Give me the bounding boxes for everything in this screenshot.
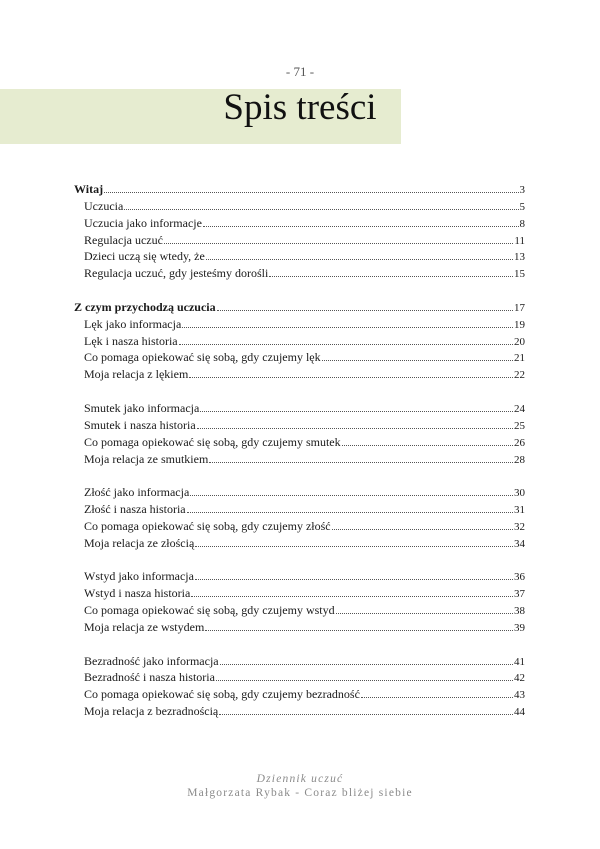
toc-dot-leader [187,511,513,513]
toc-entry[interactable] [74,686,525,703]
toc-entry-label: Uczucia jako informacje [84,215,202,230]
toc-entry[interactable] [74,501,525,518]
toc-entry-label: Lęk jako informacja [84,316,182,331]
toc-entry-page: 24 [514,402,525,415]
toc-entry-page: 39 [514,621,525,634]
toc-entry-label: Moja relacja z bezradnością [84,704,219,719]
toc-entry[interactable] [74,484,525,501]
toc-entry-label: Wstyd i nasza historia [84,586,191,601]
toc-entry-page: 22 [514,369,525,382]
toc-entry-page: 38 [514,605,525,618]
toc-entry-page: 20 [514,335,525,348]
page-number: - 71 - [285,64,315,79]
toc-entry-label: Uczucia [84,198,124,213]
toc-entry-page: 21 [514,352,525,365]
toc-entry[interactable] [74,366,525,383]
toc-dot-leader [205,629,513,631]
toc-entry[interactable] [74,198,525,215]
toc-entry-label: Regulacja uczuć [84,232,163,247]
toc-entry-page: 34 [514,537,525,550]
toc-spacer [74,383,525,400]
toc-entry-label: Bezradność jako informacja [84,653,219,668]
page-title: Spis treści [223,87,377,128]
toc-entry-label: Złość jako informacja [84,485,190,500]
toc-entry-page: 36 [514,571,525,584]
toc-entry-label: Co pomaga opiekować się sobą, gdy czujemy smutek [84,434,341,449]
toc-entry[interactable] [74,535,525,552]
toc-entry-page: 26 [514,436,525,449]
toc-entry-page: 11 [514,234,525,247]
toc-entry[interactable] [74,653,525,670]
toc-section-entry[interactable] [74,299,525,316]
toc-entry[interactable] [74,602,525,619]
toc-dot-leader [209,461,513,463]
toc-dot-leader [191,595,513,597]
toc-dot-leader [342,444,513,446]
toc-entry-page: 17 [514,301,525,314]
toc-spacer [74,636,525,653]
toc-entry-label: Regulacja uczuć, gdy jesteśmy dorośli [84,266,269,281]
toc-entry[interactable] [74,232,525,249]
toc-entry-label: Co pomaga opiekować się sobą, gdy czujemy lęk [84,350,321,365]
toc-entry-label: Złość i nasza historia [84,502,186,517]
toc-entry-label: Co pomaga opiekować się sobą, gdy czujemy złość [84,518,331,533]
toc-dot-leader [322,359,513,361]
toc-entry-page: 5 [519,200,525,213]
toc-entry-page: 13 [514,251,525,264]
toc-spacer [74,467,525,484]
toc-entry-page: 31 [514,504,525,517]
toc-entry-page: 8 [519,217,525,230]
footer-author-book: Małgorzata Rybak - Coraz bliżej siebie [187,787,413,799]
toc-entry-label: Wstyd jako informacja [84,569,194,584]
toc-entry[interactable] [74,316,525,333]
toc-entry-page: 37 [514,588,525,601]
toc-entry[interactable] [74,434,525,451]
toc-dot-leader [197,427,513,429]
footer-journal-title: Dziennik uczuć [256,773,344,785]
toc-entry-page: 32 [514,520,525,533]
toc-section-entry[interactable] [74,181,525,198]
toc-entry[interactable] [74,585,525,602]
toc-entry-label: Moja relacja ze wstydem [84,619,205,634]
toc-dot-leader [206,258,513,260]
toc-dot-leader [195,545,513,547]
toc-entry[interactable] [74,669,525,686]
toc-dot-leader [219,713,513,715]
toc-dot-leader [179,343,513,345]
toc-entry-label: Smutek i nasza historia [84,417,196,432]
toc-entry[interactable] [74,568,525,585]
toc-entry-page: 30 [514,487,525,500]
toc-entry[interactable] [74,215,525,232]
toc-entry-page: 3 [519,184,525,196]
footer [0,772,600,800]
toc-entry[interactable] [74,703,525,720]
toc-entry-page: 19 [514,318,525,331]
toc-entry[interactable] [74,349,525,366]
toc-entry-label: Co pomaga opiekować się sobą, gdy czujemy bezradność [84,687,360,702]
toc-dot-leader [189,376,513,378]
toc-dot-leader [220,663,513,665]
toc-entry-page: 41 [514,655,525,668]
toc-entry-page: 43 [514,689,525,702]
toc-dot-leader [216,679,513,681]
toc-dot-leader [124,208,518,210]
toc-entry-label: Z czym przychodzą uczucia [74,299,216,314]
toc-spacer [74,552,525,569]
toc-entry-label: Moja relacja z lękiem [84,367,189,382]
toc-dot-leader [336,612,513,614]
toc-spacer [74,282,525,299]
toc-entry[interactable] [74,619,525,636]
toc-entry[interactable] [74,400,525,417]
toc-dot-leader [361,696,513,698]
toc-entry[interactable] [74,518,525,535]
toc-entry-label: Moja relacja ze złością [84,535,195,550]
toc-dot-leader [217,309,513,311]
toc-entry-label: Moja relacja ze smutkiem [84,451,209,466]
table-of-contents [74,181,525,720]
toc-dot-leader [164,242,513,244]
toc-entry-label: Witaj [74,182,104,196]
toc-dot-leader [190,494,513,496]
toc-dot-leader [195,578,513,580]
toc-entry-page: 15 [514,268,525,281]
toc-dot-leader [104,191,518,193]
toc-entry[interactable] [74,248,525,265]
toc-entry-label: Bezradność i nasza historia [84,670,215,685]
toc-entry[interactable] [74,265,525,282]
toc-dot-leader [332,528,513,530]
toc-entry-label: Lęk i nasza historia [84,333,178,348]
toc-entry[interactable] [74,417,525,434]
toc-dot-leader [182,326,513,328]
toc-entry-label: Co pomaga opiekować się sobą, gdy czujemy wstyd [84,603,335,618]
toc-dot-leader [269,275,513,277]
toc-entry[interactable] [74,451,525,468]
toc-entry-page: 44 [514,706,525,719]
toc-dot-leader [203,225,519,227]
toc-entry[interactable] [74,333,525,350]
toc-entry-page: 25 [514,419,525,432]
toc-dot-leader [200,410,513,412]
toc-entry-page: 42 [514,672,525,685]
toc-entry-label: Smutek jako informacja [84,400,200,415]
toc-entry-page: 28 [514,453,525,466]
toc-entry-label: Dzieci uczą się wtedy, że [84,249,205,264]
